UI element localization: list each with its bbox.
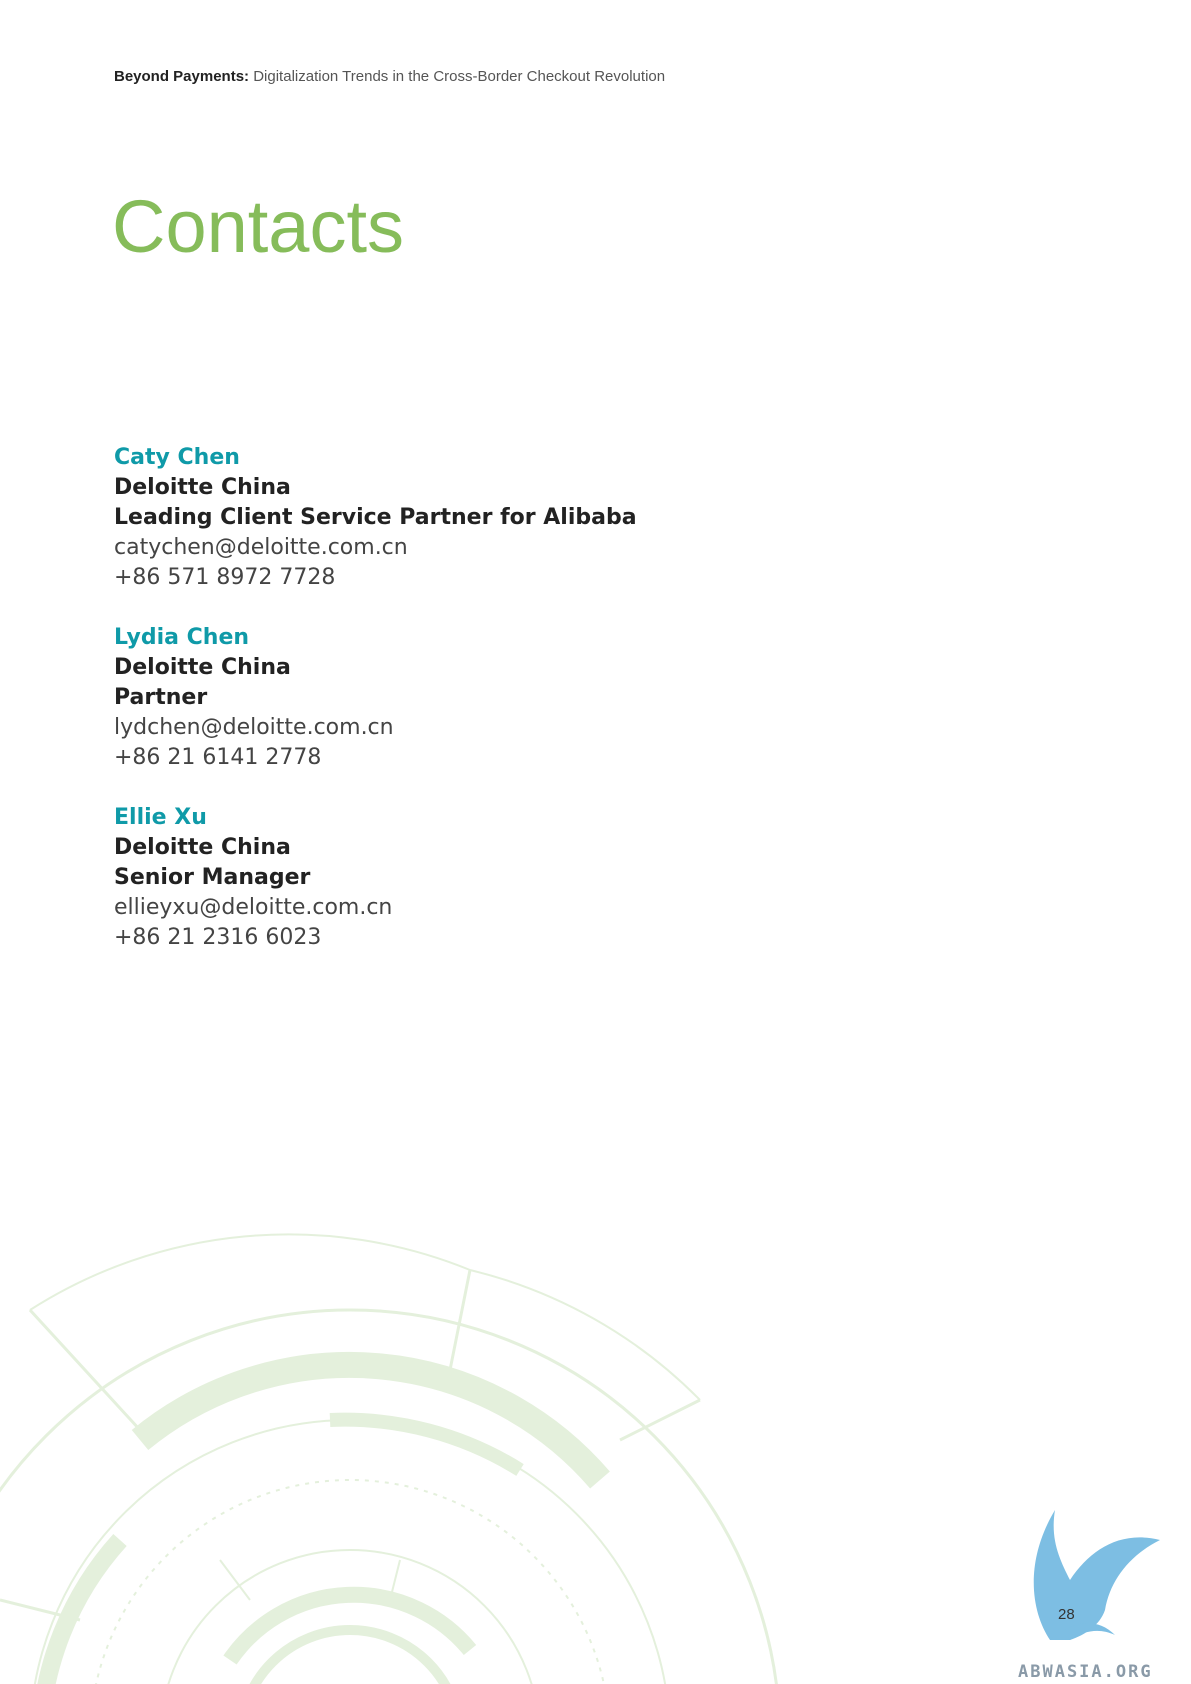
running-header	[114, 68, 665, 85]
running-header-title: Digitalization Trends in the Cross-Border Checkout Revolution	[253, 68, 666, 85]
running-header-bold: Beyond Payments:	[114, 68, 250, 85]
page-number: 28	[1058, 1606, 1075, 1623]
decorative-circles-graphic	[0, 1180, 800, 1684]
watermark-text: ABWASIA.ORG	[1018, 1662, 1153, 1682]
contact-role: Senior Manager	[114, 865, 311, 890]
contact-role: Leading Client Service Partner for Alibaba	[114, 505, 637, 530]
contact-organization: Deloitte China	[114, 475, 291, 500]
contact-phone: +86 21 2316 6023	[114, 925, 322, 950]
page-title: Contacts	[112, 185, 405, 268]
contact-organization: Deloitte China	[114, 835, 291, 860]
contact-name: Ellie Xu	[114, 805, 207, 830]
contact-card	[114, 443, 637, 593]
griffin-logo-icon	[1010, 1500, 1180, 1650]
contact-email[interactable]: lydchen@deloitte.com.cn	[114, 715, 394, 740]
contacts-list	[114, 443, 637, 983]
contact-phone: +86 571 8972 7728	[114, 565, 336, 590]
contact-card	[114, 803, 637, 953]
contact-phone: +86 21 6141 2778	[114, 745, 322, 770]
contact-name: Caty Chen	[114, 445, 240, 470]
contact-email[interactable]: catychen@deloitte.com.cn	[114, 535, 408, 560]
contact-name: Lydia Chen	[114, 625, 250, 650]
contact-email[interactable]: ellieyxu@deloitte.com.cn	[114, 895, 393, 920]
contact-role: Partner	[114, 685, 208, 710]
contact-card	[114, 623, 637, 773]
contact-organization: Deloitte China	[114, 655, 291, 680]
